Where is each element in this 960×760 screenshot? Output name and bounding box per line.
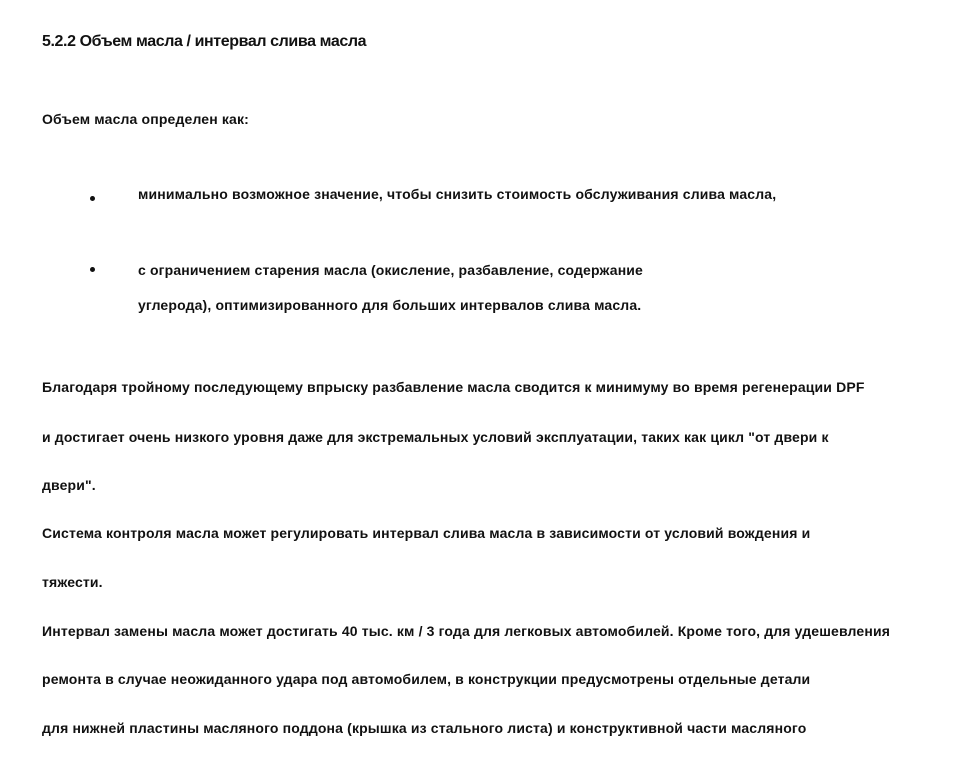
bullet-2-line-1: с ограничением старения масла (окисление, разбавление, содержание [138,262,643,278]
section-heading: 5.2.2 Объем масла / интервал слива масла [42,33,367,50]
body-line-6: Интервал замены масла может достигать 40 тыс. км / 3 года для легковых автомобилей. Кроме того, для удешевления [42,623,891,639]
body-line-4: Система контроля масла может регулировать интервал слива масла в зависимости от условий вождения и [42,525,811,541]
body-line-2: и достигает очень низкого уровня даже для экстремальных условий эксплуатации, таких как цикл "от двери к [42,429,829,445]
bullet-marker [90,267,95,272]
bullet-1-line-1: минимально возможное значение, чтобы снизить стоимость обслуживания слива масла, [138,186,777,202]
body-line-7: ремонта в случае неожиданного удара под автомобилем, в конструкции предусмотрены отдельные детали [42,671,811,687]
bullet-2-line-2: углерода), оптимизированного для больших интервалов слива масла. [138,297,642,313]
body-line-8: для нижней пластины масляного поддона (крышка из стального листа) и конструктивной части масляного [42,720,807,736]
bullet-marker [90,196,95,201]
body-line-5: тяжести. [42,574,103,590]
body-line-1: Благодаря тройному последующему впрыску разбавление масла сводится к минимуму во время регенерации DPF [42,379,865,395]
body-line-3: двери". [42,477,96,493]
intro-text: Объем масла определен как: [42,111,249,127]
